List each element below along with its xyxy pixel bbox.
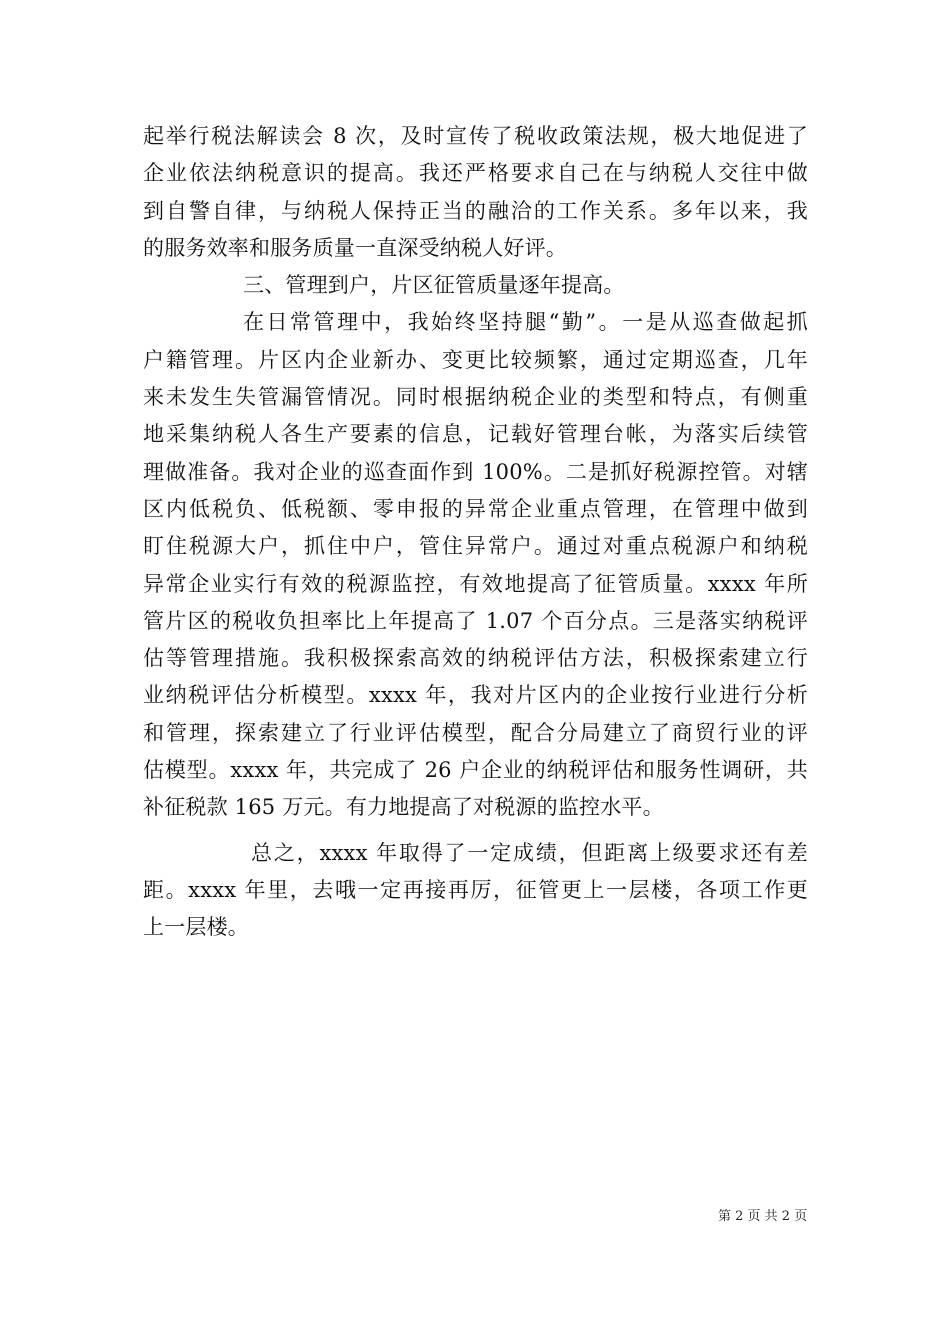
paragraph-line: 距。xxxx 年里，去哦一定再接再厉，征管更上一层楼，各项工作更: [143, 877, 808, 902]
paragraph-line: 估等管理措施。我积极探索高效的纳税评估方法，积极探索建立行: [143, 646, 808, 671]
paragraph-line: 户籍管理。片区内企业新办、变更比较频繁，通过定期巡查，几年: [143, 347, 808, 372]
paragraph-line: 到自警自律，与纳税人保持正当的融洽的工作关系。多年以来，我: [143, 198, 808, 223]
management-paragraph: [143, 304, 808, 826]
paragraph-line: 地采集纳税人各生产要素的信息，记载好管理台帐，为落实后续管: [143, 422, 808, 447]
paragraph-line: 起举行税法解读会 8 次，及时宣传了税收政策法规，极大地促进了: [143, 124, 808, 148]
paragraph-line: 总之，xxxx 年取得了一定成绩，但距离上级要求还有差: [251, 840, 808, 865]
paragraph-line: 盯住税源大户，抓住中户，管住异常户。通过对重点税源户和纳税: [143, 534, 808, 559]
paragraph-line: 企业依法纳税意识的提高。我还严格要求自己在与纳税人交往中做: [143, 161, 808, 186]
page-number-footer: 第 2 页 共 2 页: [718, 1209, 808, 1224]
paragraph-line: 业纳税评估分析模型。xxxx 年，我对片区内的企业按行业进行分析: [143, 683, 808, 708]
paragraph-line: 补征税款 165 万元。有力地提高了对税源的监控水平。: [143, 795, 664, 820]
paragraph-line: 区内低税负、低税额、零申报的异常企业重点管理，在管理中做到: [143, 496, 808, 521]
paragraph-line: 上一层楼。: [143, 915, 249, 940]
conclusion-paragraph: [143, 835, 808, 947]
paragraph-line: 和管理，探索建立了行业评估模型，配合分局建立了商贸行业的评: [143, 720, 808, 745]
paragraph-line: 在日常管理中，我始终坚持腿“勤”。一是从巡查做起抓: [243, 310, 808, 335]
section-heading: 三、管理到户，片区征管质量逐年提高。: [243, 273, 625, 298]
paragraph-line: 估模型。xxxx 年，共完成了 26 户企业的纳税评估和服务性调研，共: [143, 758, 808, 783]
paragraph-line: 理做准备。我对企业的巡查面作到 100%。二是抓好税源控管。对辖: [143, 459, 808, 484]
continuation-paragraph: [143, 118, 808, 267]
document-body: [143, 118, 808, 947]
paragraph-line: 来未发生失管漏管情况。同时根据纳税企业的类型和特点，有侧重: [143, 385, 808, 410]
paragraph-line: 异常企业实行有效的税源监控，有效地提高了征管质量。xxxx 年所: [143, 571, 808, 596]
paragraph-line: 管片区的税收负担率比上年提高了 1.07 个百分点。三是落实纳税评: [143, 608, 808, 633]
paragraph-line: 的服务效率和服务质量一直深受纳税人好评。: [143, 235, 567, 260]
